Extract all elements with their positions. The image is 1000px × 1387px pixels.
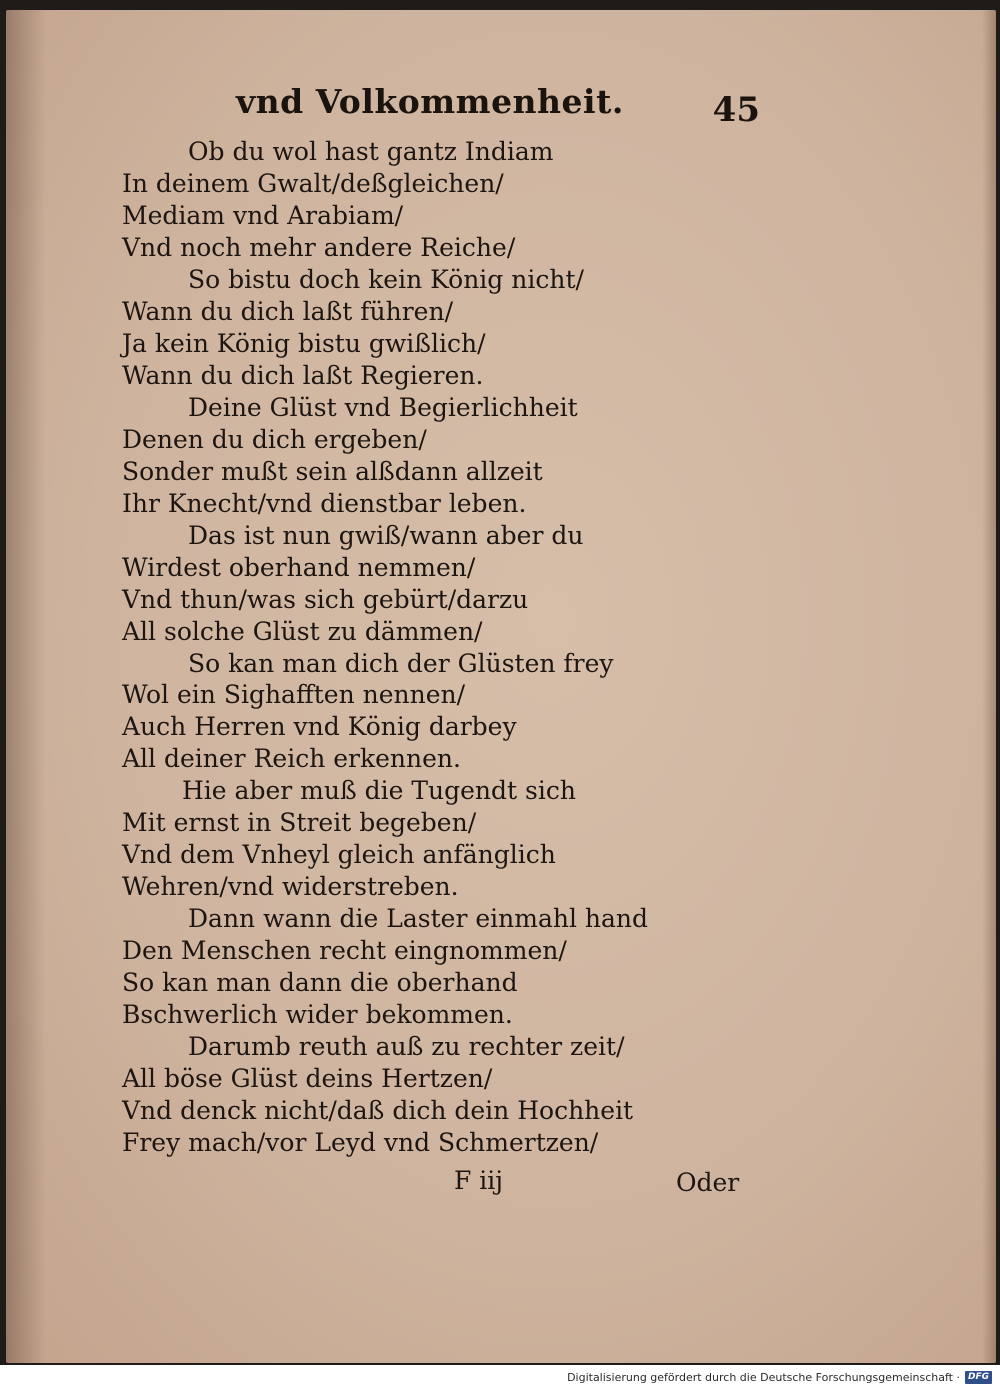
verse-line: All deiner Reich erkennen.: [122, 744, 461, 774]
verse-line: Ihr Knecht/vnd dienstbar leben.: [122, 488, 527, 518]
footer-credit: [567, 1369, 992, 1385]
verse-line: Vnd noch mehr andere Reiche/: [122, 232, 516, 262]
verse-line: Vnd dem Vnheyl gleich anfänglich: [122, 840, 556, 870]
verse-line: So kan man dann die oberhand: [122, 968, 518, 998]
signature-mark: F iij: [454, 1166, 504, 1195]
verse-line: Vnd thun/was sich gebürt/darzu: [122, 584, 529, 614]
verse-line: Mediam vnd Arabiam/: [122, 200, 404, 230]
spine-shadow: [6, 10, 46, 1363]
verse-line: Wehren/vnd widerstreben.: [122, 872, 459, 902]
verse-line: Wol ein Sighafften nennen/: [122, 680, 466, 710]
page-header: [236, 82, 760, 130]
verse-line: Dann wann die Laster einmahl hand: [188, 904, 649, 934]
poem-text: [122, 136, 742, 1159]
verse-line: In deinem Gwalt/deßgleichen/: [122, 168, 504, 198]
page-number: 45: [712, 90, 760, 130]
verse-line: So kan man dich der Glüsten frey: [188, 648, 614, 678]
verse-line: Wann du dich laßt führen/: [122, 296, 453, 326]
verse-line: Bschwerlich wider bekommen.: [122, 1000, 513, 1030]
verse-line: Frey mach/vor Leyd vnd Schmertzen/: [122, 1128, 599, 1158]
funding-notice: Digitalisierung gefördert durch die Deutsche Forschungsgemeinschaft ·: [567, 1370, 960, 1384]
verse-line: Denen du dich ergeben/: [122, 424, 427, 454]
verse-line: All solche Glüst zu dämmen/: [122, 616, 483, 646]
verse-line: Wann du dich laßt Regieren.: [122, 360, 484, 390]
dfg-logo-icon: DFG: [965, 1371, 992, 1384]
verse-line: Mit ernst in Streit begeben/: [122, 808, 477, 838]
verse-line: Darumb reuth auß zu rechter zeit/: [188, 1032, 625, 1062]
verse-line: Sonder mußt sein alßdann allzeit: [122, 456, 543, 486]
running-title: vnd Volkommenheit.: [236, 82, 624, 121]
verse-line: Ja kein König bistu gwißlich/: [122, 328, 486, 358]
catchword: Oder: [676, 1168, 740, 1197]
verse-line: All böse Glüst deins Hertzen/: [122, 1064, 493, 1094]
verse-line: Vnd denck nicht/daß dich dein Hochheit: [122, 1096, 634, 1126]
verse-line: Hie aber muß die Tugendt sich: [182, 776, 576, 806]
verse-line: Wirdest oberhand nemmen/: [122, 552, 476, 582]
verse-line: Den Menschen recht eingnommen/: [122, 936, 567, 966]
verse-line: Auch Herren vnd König darbey: [122, 712, 517, 742]
verse-line: Ob du wol hast gantz Indiam: [188, 137, 554, 166]
verse-line: Deine Glüst vnd Begierlichheit: [188, 392, 578, 422]
verse-line: So bistu doch kein König nicht/: [188, 264, 584, 294]
verse-line: Das ist nun gwiß/wann aber du: [188, 520, 584, 550]
page-edge: [982, 10, 996, 1363]
